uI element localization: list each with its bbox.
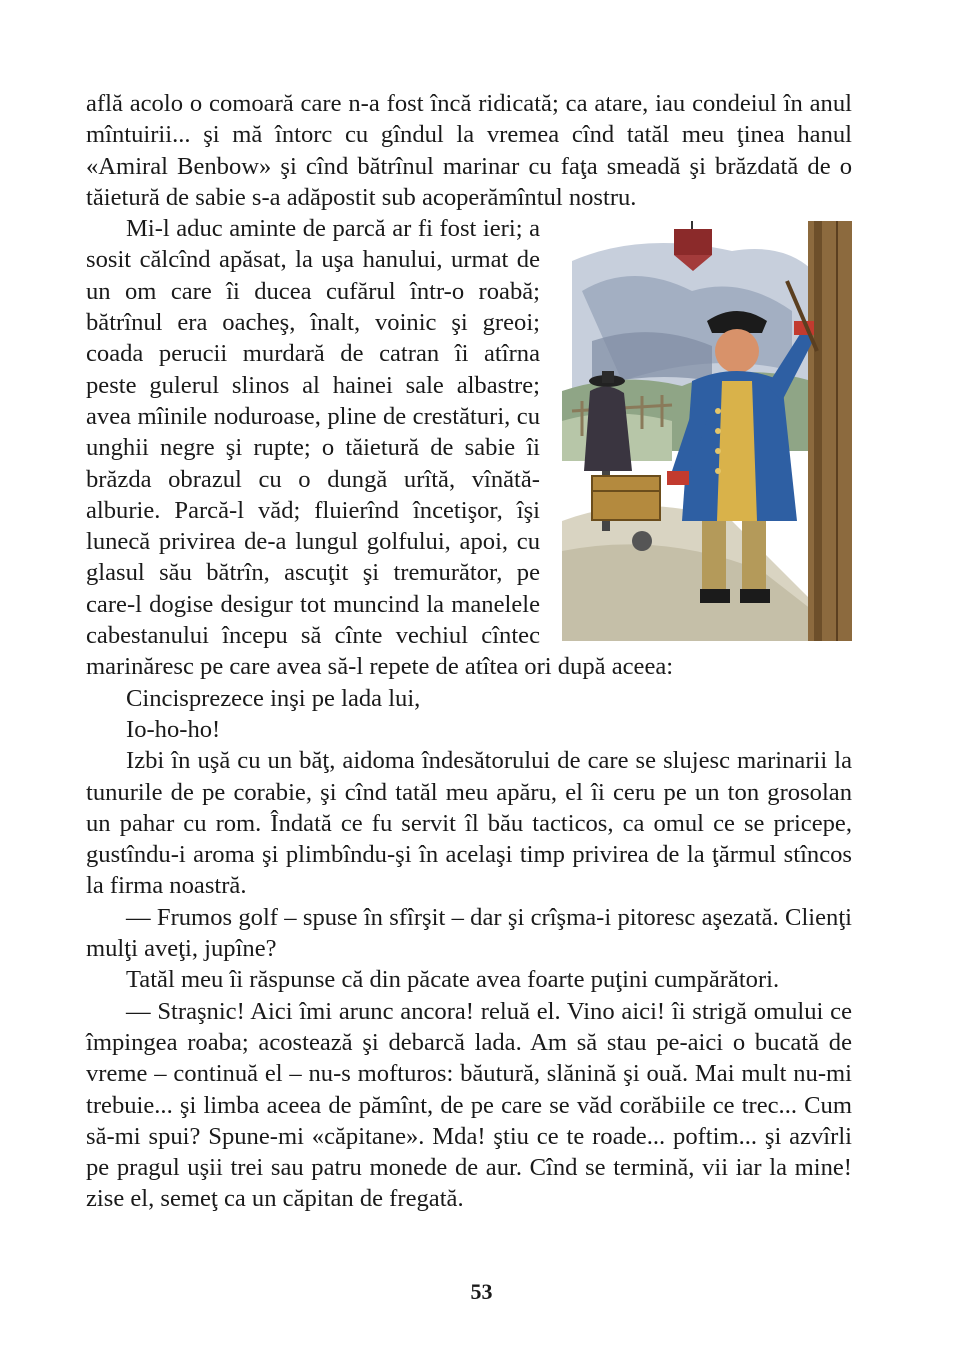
paragraph-4: — Frumos golf – spuse în sfîrşit – dar şi crîşma-i pitoresc aşezată. Clienţi mulţi aveţi, jupîne? xyxy=(86,903,852,963)
paragraph-6: — Straşnic! Aici îmi arunc ancora! reluă el. Vino aici! îi strigă omului ce împingea roaba; acostează şi debarcă lada. Am să stau pe-aici o bucată de vreme – continuă el – nu-s mofturos: băutură, slănină şi ouă. Mai mult nu-mi trebuie... şi limba aceea de pămînt, de pe care se văd corăbiile ce trec... Cum să-mi spui? Spune-mi «căpitane». Mda! ştiu ce te roade... poftim... şi azvîrli pe pragul uşii trei sau patru monede de aur. Cînd se termină, vii iar la mine! zise el, semeţ ca un căpitan de fregată. xyxy=(86,997,852,1213)
song-line-1: Cincisprezece inşi pe lada lui, xyxy=(126,684,421,712)
sailor-illustration-icon xyxy=(562,221,852,641)
paragraph-2: Mi-l aduc aminte de parcă ar fi fost ieri; a sosit călcînd apăsat, la uşa hanului, urmat de un om care îi ducea cufărul într-o roabă; bătrînul era oacheş, înalt, voinic şi greoi; coada perucii murdară de catran îi atîrna peste gulerul slinos al hainei sale albastre; avea mîinile noduroase, pline de crestături, cu unghii negre şi rupte; o tăietură de sabie îi brăzda obrazul cu o dungă urîtă, vînătă-alburie. Parcă-l văd; fluierînd încetişor, îşi lunecă privirea de-a lungul golfului, apoi, cu glasul său bătrîn, ascuţit şi tremurător, pe care-l dogise desigur tot muncind la manelele cabestanului începu să cînte vechiul cîntec marinăresc pe care avea să-l repete de atîtea ori după aceea: xyxy=(86,215,674,681)
page-body xyxy=(86,88,852,1215)
song-line-2: Io-ho-ho! xyxy=(126,715,221,743)
page-number: 53 xyxy=(470,1279,493,1304)
paragraph-1: află acolo o comoară care n-a fost încă ridicată; ca atare, iau condeiul în anul mîntuirii... şi mă întorc cu gîndul la vremea cînd tatăl meu ţinea hanul «Amiral Benbow» şi cînd bătrînul marinar cu faţa smeadă şi brăzdată de o tăietură de sabie s-a adăpostit sub acoperămîntul nostru. xyxy=(86,90,852,211)
paragraph-3: Izbi în uşă cu un băţ, aidoma îndesătorului de care se slujesc marinarii la tunurile de pe corabie, şi cînd tatăl meu apăru, el îi ceru pe un ton grosolan un pahar cu rom. Îndată ce fu servit îl bău tacticos, ca omul ce se pricepe, gustîndu-i aroma şi plimbîndu-şi în acelaşi timp privirea de la ţărmul stîncos la firma noastră. xyxy=(86,747,852,900)
illustration-sailor-arrival xyxy=(562,221,852,641)
paragraph-5: Tatăl meu îi răspunse că din păcate avea foarte puţini cumpărători. xyxy=(126,966,780,994)
